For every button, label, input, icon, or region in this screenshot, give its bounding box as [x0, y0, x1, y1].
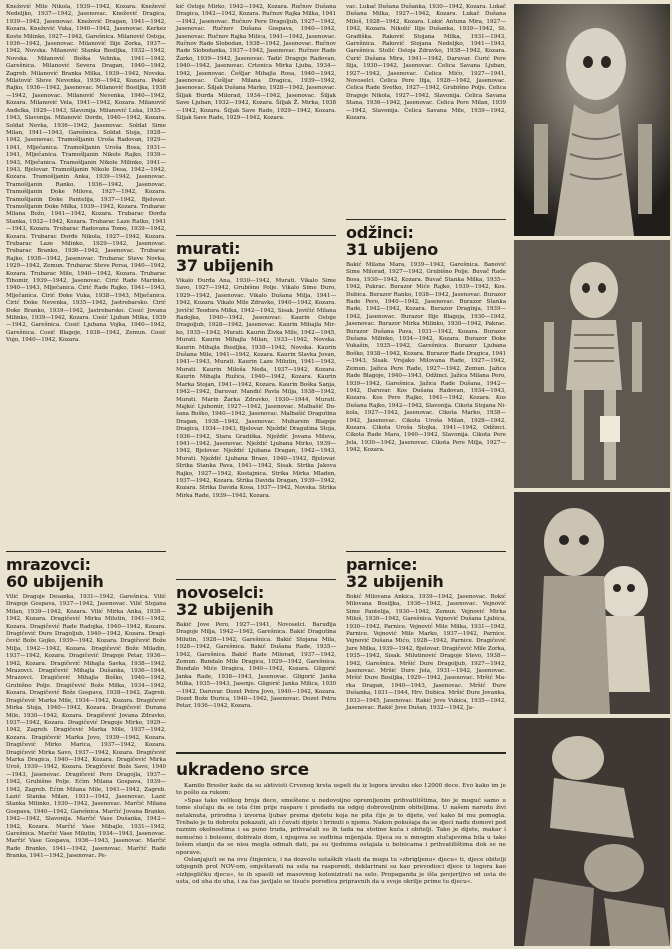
victims-list-odzinci: Bakić Milana Mara, 1939—1942, Garešnica. Banović Sime Milorad, 1927—1942, Grubišno Polje. Buvač Rade Bosa, 1930—1942, Kozara. Buvač Stanka Milka, 1935—1942, Pakrac. Burazor Miće Rajko, 1939—1942, Kos. Dubica. Burazor Ranko, 1938—1942, Jasenovac. Burazor Rade Pero, 1940—1942, Jasenovac. Burazor Stanka Rade, 1942—1942, Kozara. Burazor Draginja, 1939—1942, Jasenovac. Burazor Ilije Blagoja, 1930—1942, Jasenovac. Burazor Mirka Milinko, 1930—1942, Pakrac. Burazor Dušana Pava, 1931—1942, Kozara. Burazor Dušana Milinko, 1934—1942, Kozara. Burazor Đoke Vukašin, 1935—1942, Garešnica. Burazor Ljubana Boško, 1938—1942, Kozara. Burazor Rade Dragica, 1941—1943, Sisak. Vrsjako Milovana Rade, 1927—1942, Zemun. Jažica Pere Rade, 1927—1942, Zemun. Jažica Rade Blagoje, 1940—1943, Odžinci. Jažica Milana Pero, 1939—1942, Garešnica. Jažica Rade Dušana, 1942—1942, Daruvar. Kos Dušana Radovan, 1934—1943, Kozara. Kos Pere Rajko, 1941—1942, Kozara. Kos Dušana Rajko, 1942—1942, Slavonija. Cikota Stojana Nikola, 1927—1942, Jasenovac. Cikota Marko, 1938—1942, Jasenovac. Cikota Uroša Milan, 1928—1942, Kozara. Cikota Uroša Stojka, 1941—1942, Odžinci. Cikota Rade Mara, 1940—1942, Slavonija. Cikota Pere Jela, 1930—1942, Jasenovac. Cikota Pere Milja, 1927—1942, Kozara. [346, 262, 506, 454]
photo-child-doll [514, 492, 670, 714]
column-3-names [346, 4, 506, 123]
story-title: ukradeno srce [176, 760, 309, 780]
section-title-novoselci: novoselci: 32 ubijenih [176, 583, 274, 619]
column-2-names [176, 4, 336, 123]
divider [346, 219, 506, 220]
story-ukradeno-srce [176, 760, 506, 887]
section-novoselci [176, 576, 336, 711]
section-mrazovci [6, 548, 166, 861]
section-odzinci [346, 216, 506, 455]
story-paragraph-3: Oslanjajući se na ovu činjenicu, i na dozvolu ustaških vlasti da mogu tu »zbrigljenu« djecu« ti, djece obitelji izbjegnih prol NOV-om, smještavati na sela na rasporedi, deklarirani su kao prevodioci djece iz logora kao »izbjegličku djecu«, te ih spasili od masovnog kolonizirati na selo. Propaganda je išla povjerljivo od usta do usta, od uha do uha, i za čas javljalo se tisuće porodica pripravnih da u svoje okrilje prime tu djecu«. [176, 857, 506, 886]
victims-list-novoselci: Bakić Jove Pero, 1927—1941, Novoselci. Baruđija Dragoje Milja, 1942—1942, Garešnica. Bakić Dragutina Milutin, 1928—1942, Garešnica. Bakić Stojana Mila, 1928—1942, Garešnica. Bakić Dušana Rade, 1935—1942, Garešnica. Bakić Rade Milorad, 1937—1942, Zemun. Bundalo Mile Dragica, 1929—1942, Garešnica. Bundalo Miće Dragica, 1940—1942, Kozara. Gligorić Janka Rade, 1938—1943, Jasenovac. Gligorić Janka Milka, 1935—1943, Jasenje. Gligorić Janka Milica, 1930—1942, Daruvar. Dozet Petra Jovo, 1940—1942, Kozara. Dozet Bože Đurica, 1940—1942, Jasenovac. Dozet Petra Petar, 1936—1942, Kozara. [176, 622, 336, 710]
divider [6, 551, 166, 552]
section-murati [176, 232, 336, 500]
photo-emaciated-child [514, 4, 670, 236]
divider [346, 551, 506, 552]
victims-list-mrazovci: Vilić Dragoje Desanka, 1931—1942, Garešnica. Vilić Dragoje Gospava, 1937—1942, Jasenovac. Vilić Stojana Milan, 1939—1942, Kozara. Vilić Mirka Anka, 1938—1942, Kozara. Dragičević Mirka Milutin, 1941—1942, Kozara. Dragičević Rade Radojka, 1940—1942, Kozara. Dragičević Đure Dragoljub, 1940—1942, Kozara. Dragičević Bože Gojko, 1939—1942, Kozara. Dragičević Bože Milja, 1942—1942, Kozara. Dragičević Bože Miladin, 1937—1942, Kozara. Dragičević Dragoje Petar, 1936—1942, Kozara. Dragičević Mihajla Savka, 1938—1942, Mrazovci. Dragičević Mihajla Dušanka, 1936—1944, Mrazovci. Dragičević Mihajla Boško, 1940—1942, Grubišno Polje. Dragičević Bože Milka, 1934—1942, Kozara. Dragičević Bože Gospava, 1938—1942, Zagreb. Dragičević Marka Mile, 1934—1942, Kozara. Dragičević Mirka Stoja, 1940—1942, Kozara. Dragičević Đurana Mile, 1930—1942, Kozara. Dragičević Jovana Zdravko, 1937—1942, Kozara. Dragičević Dragoje Mirko, 1929—1942, Zagreb. Dragičević Marka Mile, 1937—1942, Kozara. Dragičević Marka Jovo, 1939—1942, Kozara. Dragičević Mirko Marica, 1937—1942, Kozara. Dragičević Mirka Savo, 1937—1942, Kozara. Dragičević Marka Dragica, 1940—1942, Kozara. Dragičević Mirka Uroš, 1939—1942, Kozara. Dragičević Bože Savo, 1940—1943, Jasenovac. Dragičević Pero Dragojla, 1937—1942, Grubišno Polje. Ećim Milana Gospava, 1939—1942, Zagreb. Ećim Milana Mile, 1941—1942, Zagreb. Lazić Stanka Milan, 1931—1942, Jasenovac. Lazić Stanka Milinko, 1930—1942, Jasenovac. Marčić Milana Gospava, 1940—1942, Garešnica. Marčić Jovana Branko, 1942—1942, Slavonija. Marčić Vase Dušanka, 1942—1942, Kozara. Marčić Vase Mihajlo, 1931—1942, Garešnica. Marčić Vase Milutin, 1934—1943, Jasenovac. Marčić Vase Gospava, 1936—1943, Jasenovac. Marčić Rade Branko, 1941—1942, Jasenovac. Marčić Rade Branka, 1941—1942, Jasenovac. Pe- [6, 594, 166, 860]
photo-skeletal-child [514, 240, 670, 488]
section-title-odzinci: odžinci: 31 ubijeno [346, 223, 438, 259]
section-title-parnice: parnice: 32 ubijenih [346, 555, 444, 591]
section-title-mrazovci: mrazovci: 60 ubijenih [6, 555, 104, 591]
divider [176, 235, 336, 236]
victims-list-continued: vac. Lukač Dušana Dušanka, 1930—1942, Kozara. Lukač Dušana Milka, 1927—1942, Kozara. Lukač Dušana Miloš, 1928—1942, Kozara. Lukić Antuna Mira, 1927—1942, Kozara. Nikolić Ilije Dušanka, 1939—1942, St. Gradiška. Raković Stojana Milka, 1931—1943, Garešnica. Raković Stojana Nedeljko, 1941—1943, Garešnica. Stolić Ostoja Zdravko, 1938—1942, Kozara. Ćurić Dušana Mira, 1941—1942, Daruvar. Ćurić Pere Ilija, 1930—1942, Jasenovac. Ćelica Savana Ljuban, 1927—1942, Jasenovac. Ćelica Mićo, 1927—1941, Novoselci. Ćelica Pere Ilija, 1928—1942, Jasenovac. Ćelica Rade Svetko, 1927—1942, Grubišno Polje. Ćelica Dragoje Nikola, 1927—1942, Slavonija. Ćelica Savana Stana, 1936—1942, Jasenovac. Ćelica Pere Milan, 1939—1942, Slavonija. Ćelica Savana Mile, 1939—1942, Kozara. [346, 4, 506, 122]
section-title-murati: murati: 37 ubijenih [176, 239, 274, 275]
story-paragraph-2: »Spas tako velikog broja dece, smeštene u nedovoljno opremljenim prihvatilištima, bio je moguć samo u tome slučaju da se ista čim prije raspare i predadu na odgoj dobrovoljnim obiteljima. U našem narodu živi netaknuta, prirodna i izvorna ljubav prema djetetu koja ne pita čije je to dijete, već kako bi mu pomogla. Trebalo je tu dobrotu pokazati, ali i čuvati dijete i brinuti o njemu. Nakon pokušaja da se djeci nađu domovi pod raznim okolnostima i sa puno truda, prihvaćali su ih tada na stotine kuća i obitelji. Tako je dijete, makar i nemoćno i bolesno, dobivalo dom, i njegova se sudbina mijenjala. Djeca su u mnogim slučajevima bila u tako lošem stanju da se nisu mogla odmah dati, pa su tjednima ostajala u bolnicama i prihvatilištima dok se ne oporave. [176, 797, 506, 856]
victims-list-murati: Vikalo Đurđa Ana, 1930—1942, Murati. Vikalo Sime Savo, 1927—1942, Grubišno Polje. Vikalo Sime Đuro, 1929—1942, Jasenovac. Vikalo Dušana Milja, 1941—1942, Kozara. Vikalo Mile Zdravko, 1940—1942, Kozara. Jovičić Teodora Milka, 1942—1942, Sisak. Jovičić Milana Radojka, 1940—1942, Jasenovac. Kaurin Ostoje Dragoljub, 1928—1942, Jasenovac. Kaurin Mihajla Mirko, 1935—1942, Murati. Kaurin Živka Mile, 1942—1945, Murati. Kaurin Mihajla Milan, 1933—1942, Novska. Kaurin Mihajla Bosiljka, 1938—1942, Novska. Kaurin Dušana Mile, 1941—1942, Kozara. Kaurin Slavka Jovan, 1941—1943, Murati. Kaurin Laze Milutin, 1941—1942, Murati. Kaurin Miloša Neđa, 1937—1942, Kozara. Kaurin Mihajla Ružica, 1940—1942, Kozara. Kaurin Marka Stojan, 1941—1942, Kozara. Kaurin Boška Sanja, 1942—1942, Daruvar. Mandić Pavla Milja, 1938—1942, Murati. Marin Žarka Zdravko, 1930—1944, Murati. Majkić Ljubomir, 1927—1942, Jasenovac. Malbašić Dušana Boško, 1940—1942, Jasenovac. Malbašić Dragutina Dragan, 1938—1942, Jasenovac. Muharem Blagoje Dragica, 1934—1943, Bjelovar. Nježdić Dragutina Stoja, 1936—1942, Stara Gradiška. Nježdić Jovana Mileva, 1941—1942, Jasenovac. Nježdić Ljubana Mirko, 1939—1942, Bjelovar. Nježdić Ljubana Dragan, 1942—1943, Murati. Nježdić Ljubana Brazo, 1940—1942, Bjelovar. Strika Stanka Pava, 1941—1942, Sisak. Strika Jakova Rajko, 1927—1942, Kostajnica. Strika Mirka Mladen, 1937—1942, Kozara. Strika Davida Dragan, 1939—1942, Kozara. Strika Davida Kosa, 1937—1942, Novska. Strika Mirka Rade, 1939—1942, Kozara. [176, 278, 336, 499]
story-divider [176, 752, 506, 754]
story-paragraph-1: Kamilo Bresler kaže da su aktivisti Crvenog krsta uspeli da iz logora izvuku oko 12000 dece. Evo kako im je to pošlo za rukom: [176, 783, 506, 797]
victims-list-continued: Knežević Mile Nikola, 1939—1942, Kozara. Knežević Nedeljko, 1937—1942, Jasenovac. Knežević Dragica, 1939—1942, Jasenovac. Knežević Dragan, 1941—1942, Kozara. Knežević Vuka, 1940—1942, Jasenovac. Kerkez Koste Milinko, 1927—1942, Garešnica. Milanović Ostoja, 1936—1942, Jasenovac. Milanović Ilije Zorka, 1937—1942, Novska. Milanović Stanka Bosiljka, 1932—1942, Novska. Milanović Boška Velinka, 1941—1942, Garešnica. Milanović Severa Dragan, 1940—1942, Zagreb. Milanović Branka Milka, 1939—1942, Novska. Milatović Steve Nevenka, 1936—1942, Kozara. Pekić Rajko, 1936—1942, Jasenovac. Milanović Bosiljka, 1938—1942, Jasenovac. Milanović Nevenka, 1940—1942, Kozara. Milanović Vela, 1941—1942, Kozara. Milanović Anđelka, 1929—1943, Slavonija. Milanović Luka, 1935—1943, Slavonija. Milanović Dorde, 1940—1942, Kozara. Soldat Nevka, 1936—1942, Jasenovac. Soldat Sime Milan, 1941—1943, Garešnica. Soldat Stoja, 1928—1942, Jasenovac. Tramošljanin Uroša Radovan, 1929—1941, Mlječanica. Tramošljanin Uroša Bosa, 1931—1941, Mlječanica. Tramošljanin Nikole Rajko, 1939—1943, Mlječanica. Tramošljanin Nikole Milinko, 1941—1943, Bjelovar. Tramošljanin Nikole Desa, 1942—1942, Kozara. Tramošljanin Anka, 1939—1942, Jasenovac. Tramošljanin Ranko, 1936—1942, Jasenovac. Tramošljanin Đoke Milova, 1927—1942, Kozara. Tramošljanin Đoke Pantelija, 1937—1942, Bjelovar. Tramošljanin Đoke Milka, 1939—1942, Kozara. Trubarac Milana Božo, 1941—1942, Kozara. Trubarac Đorđa Stanka, 1932—1942, Kozara. Trubarac Laze Ratko, 1941—1943, Kozara. Trubarac Radovana Tomo, 1939—1942, Kozara. Trubarac Đorđe Nikola, 1927—1942, Kozara. Trubarac Laze Milinko, 1929—1942, Jasenovac. Trubarac Branko, 1936—1942, Jasenovac. Trubarac Rajko, 1938—1942, Jasenovac. Trubarac Steve Novka, 1929—1942, Zemun. Trubarac Steve Persa, 1940—1942, Kozara. Trubarac Mile, 1940—1942, Kozara. Trubarac Tihomir, 1939—1942, Jasenovac. Ćirić Rade Marinko, 1940—1943, Mlječanica. Ćirić Rade Rajko, 1941—1943, Mlječanica. Ćirić Đoke Vuka, 1938—1943, Mlječanica. Ćirić Đoke Nevenka, 1935—1942, Jastrebarsko. Ćirić Đoke Branko, 1939—1942, Jastrebarsko. Cosić Jovana Milinko, 1939—1942, Kozara. Cosić Ljuban Milka, 1939—1942, Garešnica. Cosić Ljubana Vojka, 1940—1942, Garešnica. Cosić Blagoje, 1938—1942, Zemun. Cosić Vujo, 1940—1942, Kozara. [6, 4, 166, 344]
photo-dead-children [514, 718, 670, 946]
victims-list-parnice: Bokić Milovana Ankica, 1939—1942, Jasenovac. Bokić Milovana Bosiljka, 1936—1942, Jasenovac. Vejnović Sime Pantelija, 1930—1942, Zemun. Vejnović Mirka Miloš, 1930—1942, Garešnica. Vejnović Dušana Ljubica, 1930—1942, Parnice. Vejnović Mile Milka, 1931—1942, Parnice. Vejnović Mile Marko, 1937—1942, Parnice. Vejnović Dušana Mićo, 1928—1942, Parnice. Dragičević Jure Milka, 1939—1942, Bjelovar. Dragičević Mile Zorka, 1935—1942, Sisak. Milutinović Dragoje Stevo, 1938—1942, Garešnica. Mršić Dure Dragoljub, 1927—1942, Jasenovac. Mršić Dure Jela, 1931—1942, Jasenovac. Mršić Đure Bosiljka, 1929—1942, Jasenovac. Mršić Marka Dragan, 1940—1943, Jasenovac. Mršić Đure Dušanka, 1931—1944, Hrv. Dubica. Mršić Đure Jovanka, 1933—1945, Jasenovac. Rakić Jove Vukica, 1935—1942, Jasenovac. Rakić Jove Dušan, 1932—1942, Ja- [346, 594, 506, 712]
column-1-names [6, 4, 166, 345]
divider [176, 579, 336, 580]
section-parnice [346, 548, 506, 713]
victims-list-continued: kić Ostoje Mirko, 1942—1942, Kozara. Ručnov Dušana Dragica, 1942—1942, Kozara. Ručnov Rajka Milka, 1941—1942, Jasenovac. Ručnov Pere Dragoljub, 1927—1942, Jasenovac. Ručnov Dušana Gospava, 1940—1942, Jasenovac. Ručnov Rajka Milica, 1941—1942, Jasenovac. Ručnov Rade Slobodan, 1938—1942, Jasenovac. Ručnov Rade Slobodanka, 1937—1942, Jasenovac. Ručnov Rade Žarko, 1939—1942, Jasenovac. Tadić Dragoje Radovan, 1940—1942, Jasenovac. Crtenica Mirka Ljuba, 1934—1942, Jasenovac. Češljar Mihajla Rosa, 1940—1942, Jasenovac. Češljar Milana Dragica, 1939—1942, Jasenovac. Šiljak Dušana Marko, 1928—1942, Jasenovac. Šiljak Đurđa Milorad, 1934—1942, Jasenovac. Šiljak Save Ljuban, 1932—1942, Kozara. Šiljak Ž. Mirka, 1938—1942, Kozara. Šiljak Save Rade, 1929—1942, Kozara. Šiljak Save Rade, 1929—1942, Kozara. [176, 4, 336, 122]
